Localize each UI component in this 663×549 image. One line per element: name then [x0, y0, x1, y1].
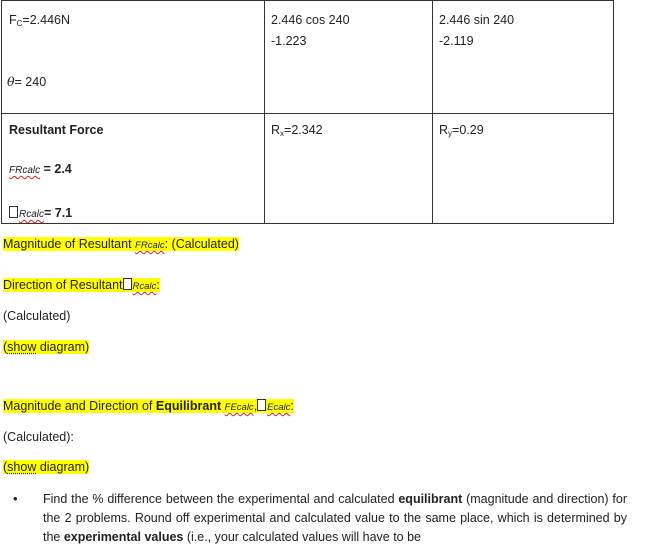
- fc-y-value: -2.119: [439, 34, 474, 48]
- fc-y-formula: 2.446 sin 240: [439, 13, 515, 27]
- theta-text: θ= 240: [7, 74, 47, 89]
- bullet-paragraph: Find the % difference between the experimental and calculated equilibrant (magnitude and direction) for the 2 problems. Round off experimental and calculated value to the same place, which is determined by the experimental values (i.e., your calculated values will have to be: [43, 492, 628, 544]
- calculated-label-2: (Calculated):: [3, 430, 74, 444]
- show-diagram-2: (show diagram): [3, 460, 90, 474]
- fc-x-formula: 2.446 cos 240: [271, 13, 350, 27]
- ry-text: $R_y=0.29$: [439, 123, 484, 138]
- fc-x-value: -1.223: [271, 34, 307, 48]
- bullet-marker: •: [13, 491, 18, 506]
- cell-fc: [2, 1, 265, 114]
- show-diagram-1: (show diagram): [3, 340, 90, 354]
- cell-ry: [433, 114, 614, 224]
- symbol-placeholder-icon: [123, 278, 132, 290]
- direction-resultant-heading: Direction of Resultant Rcalc:: [3, 278, 160, 292]
- fc-text: $F_C=2.446N$: [9, 13, 71, 28]
- cell-resultant: [2, 114, 265, 224]
- magnitude-resultant-heading: Magnitude of Resultant FRcalc: (Calculated): [3, 237, 239, 251]
- fr-calc-text: FRcalc = 2.4: [9, 162, 72, 176]
- r-calc-text: Rcalc= 7.1: [9, 206, 72, 220]
- resultant-force-label: Resultant Force: [9, 123, 104, 137]
- table-row-resultant: [2, 114, 614, 224]
- table-row-force-c: [2, 1, 614, 114]
- symbol-placeholder-icon: [9, 206, 18, 218]
- calculated-label-1: (Calculated): [3, 309, 71, 323]
- equilibrant-heading: Magnitude and Direction of Equilibrant FEcalc, Ecalc:: [3, 399, 294, 413]
- rx-text: $R_x=2.342$: [271, 123, 323, 138]
- cell-fc-x: [265, 1, 433, 114]
- cell-fc-y: [433, 1, 614, 114]
- force-table: [1, 0, 614, 224]
- cell-rx: [265, 114, 433, 224]
- symbol-placeholder-icon: [257, 399, 266, 411]
